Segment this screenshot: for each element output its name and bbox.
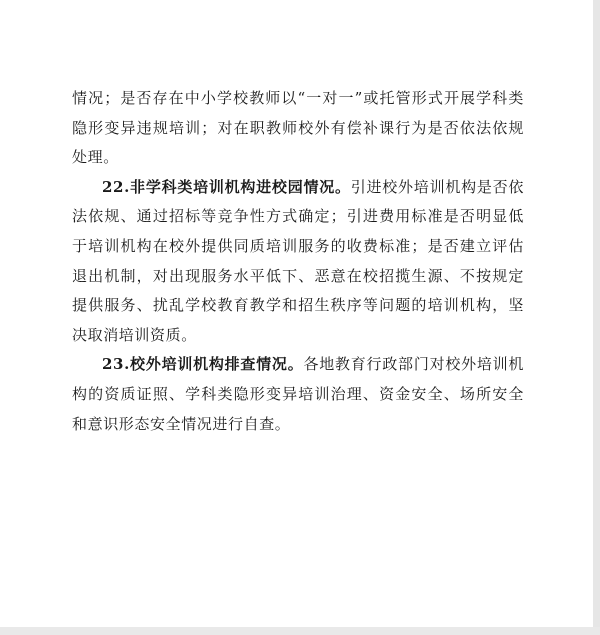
document-body [72, 84, 524, 439]
vertical-scrollbar[interactable] [593, 0, 600, 635]
paragraph-text: 情况；是否存在中小学校教师以“一对一”或托管形式开展学科类隐形变异违规培训；对在职教师校外有偿补课行为是否依法依规处理。 [72, 89, 524, 167]
page-gap [0, 627, 600, 635]
item-23-heading: 23.校外培训机构排查情况。 [102, 355, 304, 374]
item-22-text: 引进校外培训机构是否依法依规、通过招标等竞争性方式确定；引进费用标准是否明显低于培训机构在校外提供同质培训服务的收费标准；是否建立评估退出机制，对出现服务水平低下、恶意在校招揽生源、不按规定提供服务、扰乱学校教育教学和招生秩序等问题的培训机构，坚决取消培训资质。 [72, 177, 524, 344]
paragraph-item-22 [72, 173, 524, 351]
paragraph-continuation [72, 84, 524, 173]
item-23-text: 各地教育行政部门对校外培训机构的资质证照、学科类隐形变异培训治理、资金安全、场所安全和意识形态安全情况进行自查。 [72, 355, 524, 433]
item-22-heading: 22.非学科类培训机构进校园情况。 [102, 177, 351, 196]
paragraph-item-23 [72, 350, 524, 439]
